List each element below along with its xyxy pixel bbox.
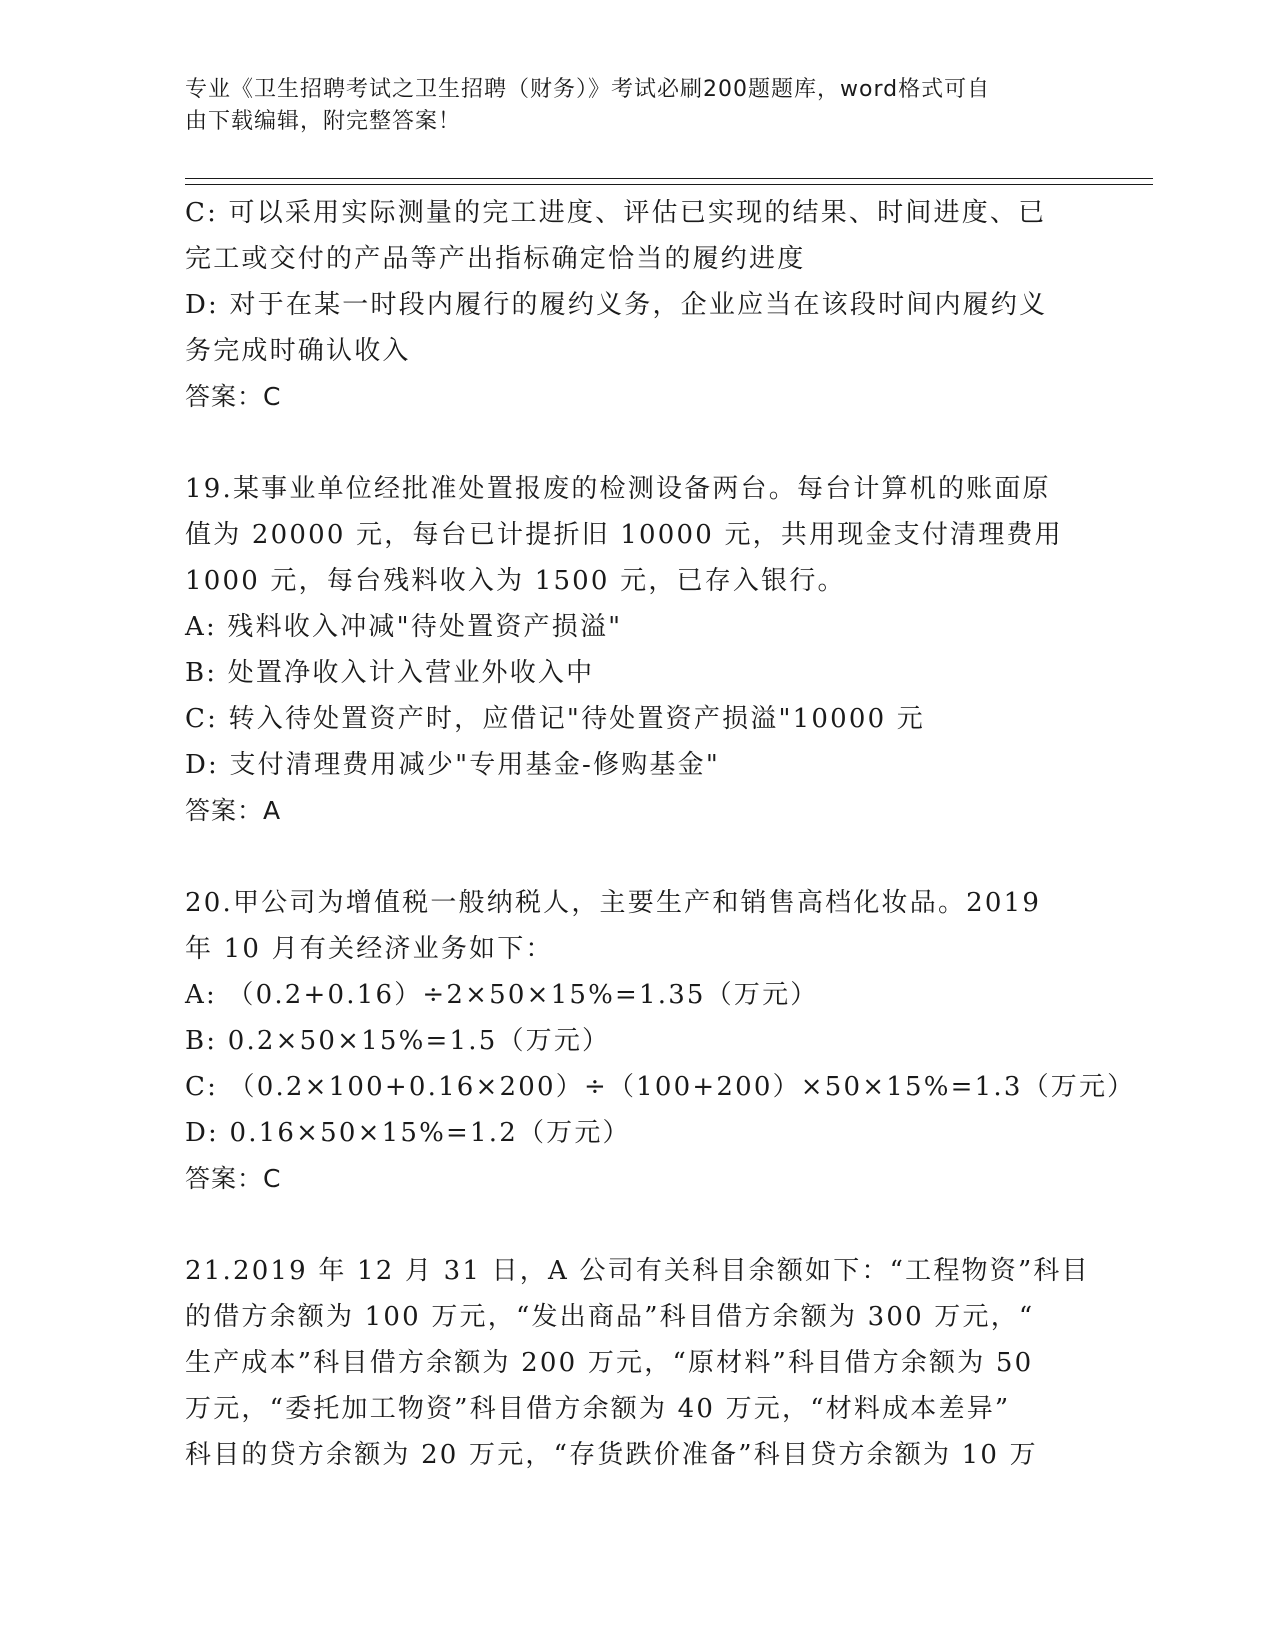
option-d-line: D: 对于在某一时段内履行的履约义务，企业应当在该段时间内履约义 xyxy=(185,290,1048,320)
question-19 xyxy=(185,466,1085,834)
question-stem-line: 生产成本”科目借方余额为 200 万元，“原材料”科目借方余额为 50 xyxy=(185,1348,1034,1378)
option-a: A: 残料收入冲减"待处置资产损溢" xyxy=(185,612,623,642)
question-21 xyxy=(185,1248,1090,1478)
option-d: D: 支付清理费用减少"专用基金-修购基金" xyxy=(185,750,720,780)
question-stem-line: 21.2019 年 12 月 31 日，A 公司有关科目余额如下：“工程物资”科目 xyxy=(185,1256,1090,1286)
option-d: D: 0.16×50×15%=1.2（万元） xyxy=(185,1118,631,1148)
question-stem-line: 值为 20000 元，每台已计提折旧 10000 元，共用现金支付清理费用 xyxy=(185,520,1063,550)
question-stem-line: 的借方余额为 100 万元，“发出商品”科目借方余额为 300 万元，“ xyxy=(185,1302,1035,1332)
document-header xyxy=(185,74,1065,138)
header-divider-bottom xyxy=(185,184,1153,185)
question-stem-line: 万元，“委托加工物资”科目借方余额为 40 万元，“材料成本差异” xyxy=(185,1394,1011,1424)
header-divider-top xyxy=(185,178,1153,179)
question-18-tail xyxy=(185,190,1085,420)
answer-line: 答案：C xyxy=(185,382,282,411)
question-stem-line: 20.甲公司为增值税一般纳税人，主要生产和销售高档化妆品。2019 xyxy=(185,888,1042,918)
option-c-line: C: 可以采用实际测量的完工进度、评估已实现的结果、时间进度、已 xyxy=(185,198,1047,228)
answer-line: 答案：A xyxy=(185,796,282,825)
answer-line: 答案：C xyxy=(185,1164,282,1193)
option-d-line: 务完成时确认收入 xyxy=(185,336,411,366)
question-20 xyxy=(185,880,1136,1202)
question-stem-line: 年 10 月有关经济业务如下： xyxy=(185,934,554,964)
option-b: B: 处置净收入计入营业外收入中 xyxy=(185,658,595,688)
spacer xyxy=(185,420,1085,466)
option-c-line: 完工或交付的产品等产出指标确定恰当的履约进度 xyxy=(185,244,806,274)
option-c: C: （0.2×100+0.16×200）÷（100+200）×50×15%=1.3（万元） xyxy=(185,1072,1136,1102)
question-stem-line: 19.某事业单位经批准处置报废的检测设备两台。每台计算机的账面原 xyxy=(185,474,1051,504)
document-body xyxy=(185,190,1136,1478)
option-c: C: 转入待处置资产时，应借记"待处置资产损溢"10000 元 xyxy=(185,704,926,734)
spacer xyxy=(185,1202,1085,1248)
option-b: B: 0.2×50×15%=1.5（万元） xyxy=(185,1026,611,1056)
header-line-1: 专业《卫生招聘考试之卫生招聘（财务）》考试必刷200题题库，word格式可自 xyxy=(185,77,991,102)
header-line-2: 由下载编辑，附完整答案！ xyxy=(185,109,462,134)
question-stem-line: 1000 元，每台残料收入为 1500 元，已存入银行。 xyxy=(185,566,846,596)
spacer xyxy=(185,834,1085,880)
question-stem-line: 科目的贷方余额为 20 万元，“存货跌价准备”科目贷方余额为 10 万 xyxy=(185,1440,1038,1470)
option-a: A: （0.2+0.16）÷2×50×15%=1.35（万元） xyxy=(185,980,819,1010)
